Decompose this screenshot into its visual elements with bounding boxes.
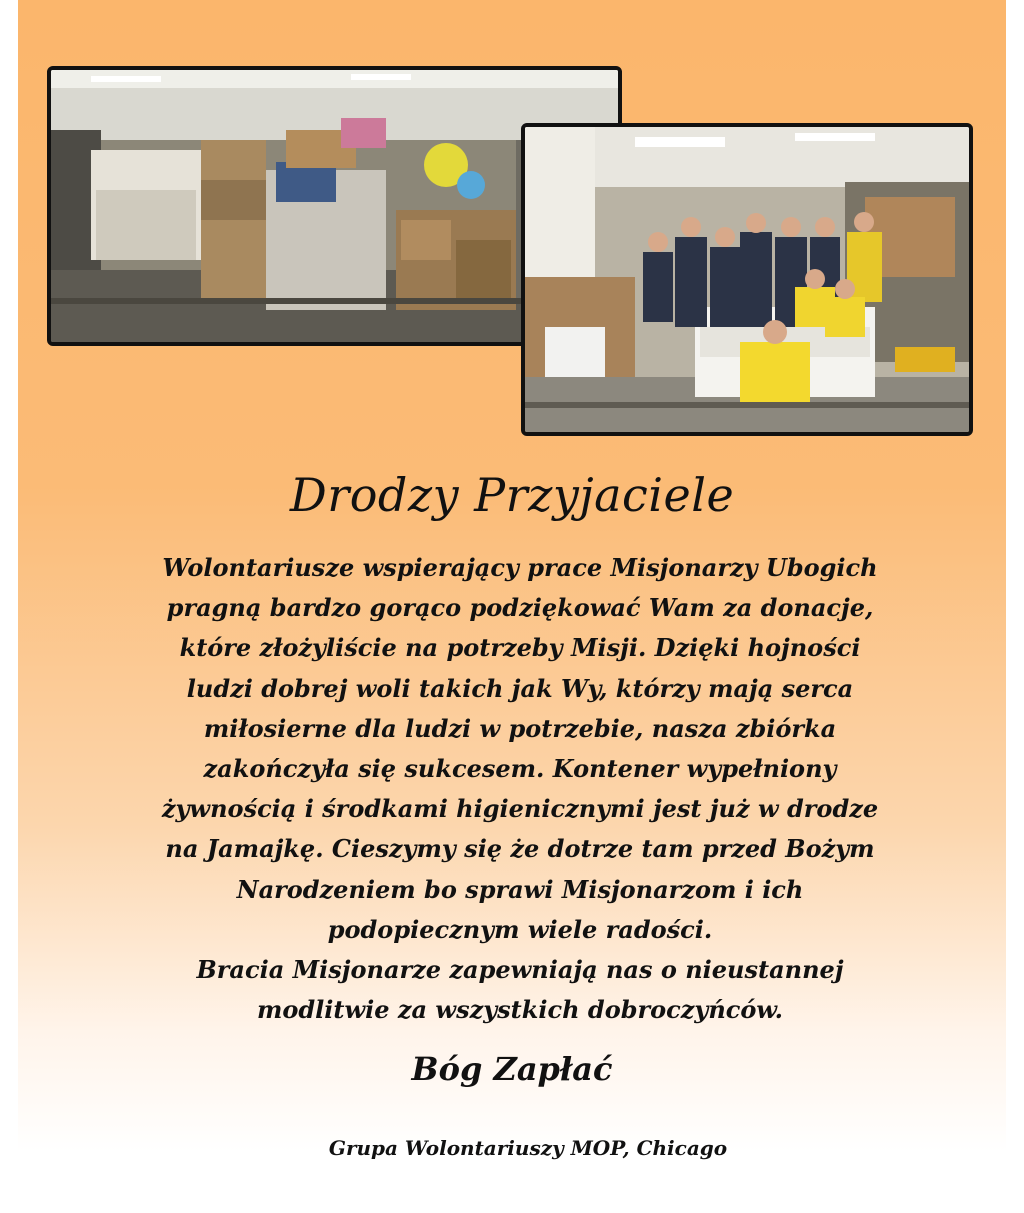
signature: Grupa Wolontariuszy MOP, Chicago bbox=[328, 1136, 728, 1160]
message-line: miłosierne dla ludzi w potrzebie, nasza zbiórka bbox=[203, 713, 837, 743]
message-line: ludzi dobrej woli takich jak Wy, którzy mają serca bbox=[186, 673, 854, 703]
volunteers-photo bbox=[521, 123, 973, 436]
closing-phrase: Bóg Zapłać bbox=[411, 1050, 613, 1088]
page-title: Drodzy Przyjaciele bbox=[289, 468, 735, 522]
message-line: modlitwie za wszystkich dobroczyńców. bbox=[256, 995, 784, 1025]
message-line: podopiecznym wiele radości. bbox=[327, 914, 713, 944]
message-line: zakończyła się sukcesem. Kontener wypełniony bbox=[203, 754, 837, 784]
message-line: Wolontariusze wspierający prace Misjonarzy Ubogich bbox=[162, 553, 878, 582]
message-line: żywnością i środkami higienicznymi jest już w drodze bbox=[161, 794, 879, 824]
message-line: Narodzeniem bo sprawi Misjonarzom i ich bbox=[236, 874, 804, 904]
message-line: na Jamajkę. Cieszymy się że dotrze tam przed Bożym bbox=[165, 834, 875, 864]
message-line: które złożyliście na potrzeby Misji. Dzięki hojności bbox=[179, 633, 861, 663]
thank-you-message bbox=[130, 548, 910, 1030]
message-line: pragną bardzo gorąco podziękować Wam za donacje, bbox=[166, 593, 874, 623]
message-line: Bracia Misjonarze zapewniają nas o nieustannej bbox=[196, 955, 844, 985]
